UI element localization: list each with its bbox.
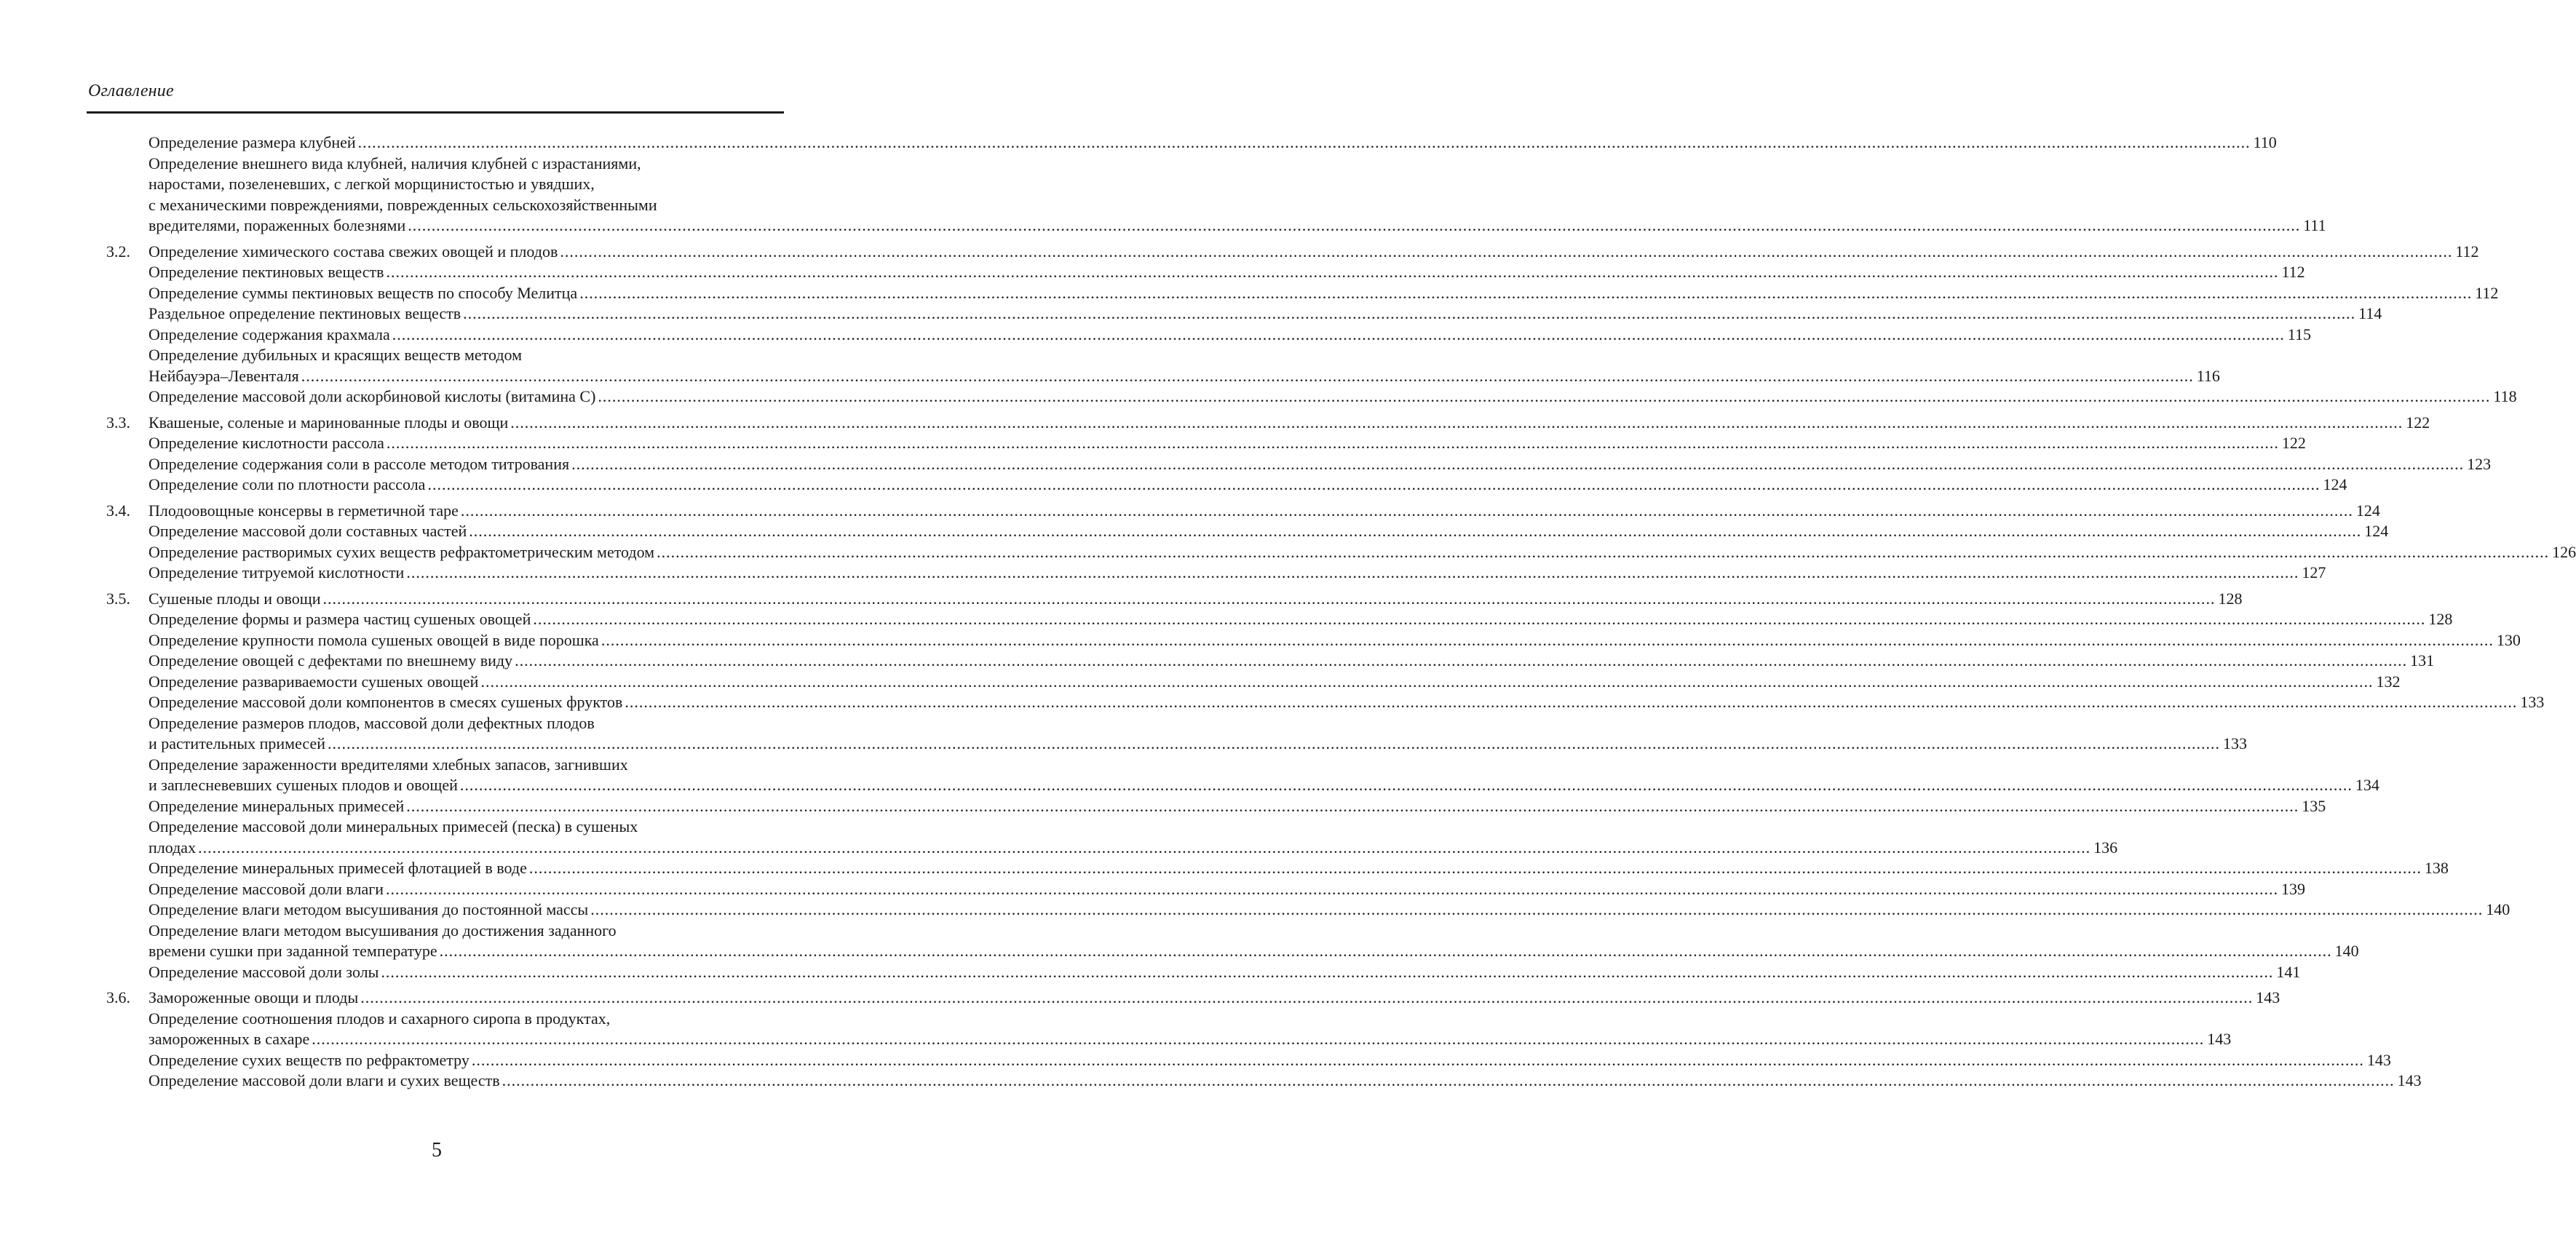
toc-page-number: 133: [2223, 734, 2247, 752]
toc-entry-title: Определение размера клубней: [148, 133, 356, 151]
page-number: 5: [432, 1139, 442, 1161]
toc-page-number: 128: [2218, 589, 2243, 608]
table-of-contents: [0, 132, 2576, 1097]
toc-entry: [0, 386, 2517, 408]
toc-entry-title: Определение кислотности рассола: [148, 434, 384, 452]
toc-page-number: 131: [2410, 651, 2435, 670]
toc-entry: [0, 651, 2435, 672]
toc-entry: [0, 1050, 2391, 1071]
toc-page-number: 114: [2358, 304, 2382, 322]
toc-entry-line: [148, 775, 2379, 796]
toc-entry: [0, 542, 2576, 563]
toc-entry-line: [148, 242, 2479, 263]
toc-entry-line: [148, 345, 782, 366]
dot-leader: ................................................................................................................................................................................................................................................................................................................................................................................................................: [322, 589, 2216, 608]
toc-page-number: 140: [2334, 942, 2359, 960]
toc-entry-title: и заплесневевших сушеных плодов и овощей: [148, 776, 458, 794]
toc-entry: [0, 609, 2453, 630]
toc-entry-title: Определение содержания соли в рассоле методом титрования: [148, 454, 570, 473]
dot-leader: ................................................................................................................................................................................................................................................................................................................................................................................................................: [579, 283, 2473, 302]
dot-leader: ................................................................................................................................................................................................................................................................................................................................................................................................................: [480, 672, 2374, 691]
toc-entry-title: Определение влаги методом высушивания до постоянной массы: [148, 900, 589, 918]
toc-entry-title: Определение химического состава свежих овощей и плодов: [148, 242, 558, 261]
toc-entry: [0, 521, 2389, 542]
section-number: 3.6.: [106, 988, 130, 1006]
toc-entry-title: Определение формы и размера частиц сушеных овощей: [148, 610, 531, 628]
toc-entry: [0, 1071, 2422, 1092]
toc-page-number: 138: [2424, 859, 2449, 877]
dot-leader: ................................................................................................................................................................................................................................................................................................................................................................................................................: [571, 454, 2465, 473]
section-number: 3.2.: [106, 242, 130, 261]
toc-page-number: 133: [2520, 693, 2545, 711]
dot-leader: ................................................................................................................................................................................................................................................................................................................................................................................................................: [601, 630, 2494, 649]
toc-page-number: 139: [2281, 879, 2306, 898]
toc-page-number: 141: [2276, 962, 2301, 981]
toc-page-number: 143: [2397, 1071, 2422, 1089]
toc-entry-line: [148, 1071, 2422, 1092]
dot-leader: ................................................................................................................................................................................................................................................................................................................................................................................................................: [406, 563, 2299, 581]
toc-entry-title: Квашеные, соленые и маринованные плоды и овощи: [148, 413, 509, 432]
toc-entry-line: [148, 132, 2277, 154]
toc-entry: [0, 962, 2301, 983]
toc-entry-title: Замороженные овощи и плоды: [148, 988, 359, 1006]
toc-entry-line: [148, 1050, 2391, 1071]
dot-leader: ................................................................................................................................................................................................................................................................................................................................................................................................................: [408, 216, 2301, 234]
dot-leader: ................................................................................................................................................................................................................................................................................................................................................................................................................: [328, 734, 2220, 752]
toc-entry-title: Сушеные плоды и овощи: [148, 589, 321, 608]
toc-entry: [0, 921, 2359, 962]
toc-entry-line: [148, 962, 2301, 983]
toc-entry-title: Определение минеральных примесей флотацией в воде: [148, 859, 527, 877]
toc-entry-title: Определение массовой доли компонентов в смесях сушеных фруктов: [148, 693, 623, 711]
toc-entry-line: [148, 713, 782, 734]
toc-entry: [0, 474, 2347, 496]
toc-section: [0, 501, 2576, 584]
dot-leader: ................................................................................................................................................................................................................................................................................................................................................................................................................: [301, 366, 2194, 385]
dot-leader: ................................................................................................................................................................................................................................................................................................................................................................................................................: [657, 542, 2550, 561]
toc-entry-line: [148, 433, 2306, 454]
toc-entry-line: [148, 386, 2517, 408]
toc-entry-title: Определение массовой доли влаги: [148, 879, 384, 898]
toc-entry-line: [148, 195, 782, 216]
toc-page-number: 112: [2455, 242, 2479, 261]
toc-entry: [0, 858, 2449, 879]
toc-entry-line: [148, 1009, 782, 1030]
toc-page-number: 123: [2467, 454, 2492, 473]
dot-leader: ................................................................................................................................................................................................................................................................................................................................................................................................................: [510, 413, 2403, 432]
dot-leader: ................................................................................................................................................................................................................................................................................................................................................................................................................: [360, 988, 2254, 1006]
dot-leader: ................................................................................................................................................................................................................................................................................................................................................................................................................: [381, 962, 2274, 981]
toc-entry-title: Раздельное определение пектиновых веществ: [148, 304, 461, 322]
toc-entry-title: Определение влаги методом высушивания до достижения заданного: [148, 921, 617, 940]
dot-leader: ................................................................................................................................................................................................................................................................................................................................................................................................................: [560, 242, 2453, 261]
section-number: 3.5.: [106, 589, 130, 608]
dot-leader: ................................................................................................................................................................................................................................................................................................................................................................................................................: [590, 900, 2484, 918]
toc-page-number: 140: [2486, 900, 2510, 918]
dot-leader: ................................................................................................................................................................................................................................................................................................................................................................................................................: [625, 693, 2518, 711]
toc-entry: [0, 325, 2311, 346]
dot-leader: ................................................................................................................................................................................................................................................................................................................................................................................................................: [386, 263, 2279, 281]
dot-leader: ................................................................................................................................................................................................................................................................................................................................................................................................................: [598, 387, 2491, 405]
dot-leader: ................................................................................................................................................................................................................................................................................................................................................................................................................: [528, 859, 2422, 877]
toc-entry-line: [148, 630, 2521, 651]
toc-entry-title: Определение зараженности вредителями хлебных запасов, загнивших: [148, 755, 628, 774]
toc-entry-title: Определение суммы пектиновых веществ по способу Мелитца: [148, 283, 578, 302]
toc-entry-title: Нейбауэра–Левенталя: [148, 366, 299, 385]
toc-entry-line: [148, 988, 2280, 1009]
toc-entry-line: [148, 755, 782, 776]
dot-leader: ................................................................................................................................................................................................................................................................................................................................................................................................................: [427, 475, 2321, 493]
toc-entry-line: [148, 609, 2453, 630]
toc-entry-line: [148, 303, 2382, 325]
header-rule: [87, 111, 784, 114]
toc-entry: [0, 879, 2306, 900]
toc-entry: [0, 672, 2401, 693]
dot-leader: ................................................................................................................................................................................................................................................................................................................................................................................................................: [469, 522, 2362, 540]
toc-entry-line: [148, 672, 2401, 693]
dot-leader: ................................................................................................................................................................................................................................................................................................................................................................................................................: [357, 133, 2251, 151]
toc-entry-title: Определение соли по плотности рассола: [148, 475, 426, 493]
toc-page-number: 122: [2406, 413, 2430, 432]
toc-entry: [0, 262, 2305, 283]
toc-entry: [0, 1009, 2232, 1050]
toc-entry-line: [148, 283, 2499, 304]
toc-entry-title: Определение сухих веществ по рефрактометру: [148, 1050, 469, 1069]
toc-entry-title: и растительных примесей: [148, 734, 325, 752]
dot-leader: ................................................................................................................................................................................................................................................................................................................................................................................................................: [515, 651, 2408, 670]
toc-entry-line: [148, 817, 782, 838]
toc-entry-title: Определение размеров плодов, массовой доли дефектных плодов: [148, 713, 595, 732]
toc-entry-line: [148, 413, 2430, 434]
toc-entry-title: Плодоовощные консервы в герметичной таре: [148, 501, 459, 520]
dot-leader: ................................................................................................................................................................................................................................................................................................................................................................................................................: [439, 942, 2332, 960]
toc-entry-line: [148, 796, 2326, 817]
toc-page-number: 122: [2281, 434, 2306, 452]
toc-page-number: 127: [2302, 563, 2326, 581]
toc-page-number: 136: [2093, 838, 2118, 857]
dot-leader: ................................................................................................................................................................................................................................................................................................................................................................................................................: [312, 1030, 2205, 1048]
toc-section: [0, 988, 2422, 1092]
dot-leader: ................................................................................................................................................................................................................................................................................................................................................................................................................: [533, 610, 2426, 628]
toc-entry: [0, 454, 2492, 475]
toc-page-number: 110: [2253, 133, 2277, 151]
toc-section: [0, 589, 2545, 983]
toc-entry: [0, 242, 2479, 263]
toc-entry-line: [148, 215, 2326, 237]
toc-entry-title: Определение содержания крахмала: [148, 325, 390, 344]
running-head: Оглавление: [88, 82, 174, 100]
toc-page-number: 128: [2428, 610, 2453, 628]
toc-entry-line: [148, 474, 2347, 496]
toc-entry-title: Определение массовой доли золы: [148, 962, 379, 981]
toc-page-number: 134: [2355, 776, 2379, 794]
dot-leader: ................................................................................................................................................................................................................................................................................................................................................................................................................: [471, 1050, 2364, 1069]
toc-entry-line: [148, 366, 2220, 387]
toc-entry: [0, 154, 2326, 237]
toc-entry-title: Определение дубильных и красящих веществ методом: [148, 346, 523, 364]
toc-entry: [0, 589, 2243, 610]
toc-page-number: 112: [2281, 263, 2305, 281]
toc-entry-title: Определение соотношения плодов и сахарного сиропа в продуктах,: [148, 1009, 611, 1028]
toc-entry-title: Определение растворимых сухих веществ рефрактометрическим методом: [148, 542, 655, 561]
dot-leader: ................................................................................................................................................................................................................................................................................................................................................................................................................: [386, 879, 2279, 898]
toc-entry-line: [148, 262, 2305, 283]
toc-section: [0, 242, 2517, 408]
toc-page-number: 143: [2256, 988, 2280, 1006]
toc-entry-title: замороженных в сахаре: [148, 1030, 310, 1048]
toc-entry-title: с механическими повреждениями, поврежденных сельскохозяйственными: [148, 195, 657, 214]
toc-entry: [0, 283, 2499, 304]
toc-entry: [0, 501, 2380, 522]
toc-entry-line: [148, 1029, 2232, 1050]
toc-entry: [0, 988, 2280, 1009]
toc-entry: [0, 563, 2326, 584]
toc-page-number: 143: [2207, 1030, 2232, 1048]
toc-entry-line: [148, 174, 782, 195]
section-number: 3.4.: [106, 501, 130, 520]
dot-leader: ................................................................................................................................................................................................................................................................................................................................................................................................................: [386, 434, 2279, 452]
toc-page-number: 116: [2196, 366, 2220, 385]
toc-entry-title: плодах: [148, 838, 197, 857]
toc-entry: [0, 692, 2545, 713]
toc-entry: [0, 817, 2118, 858]
toc-page-number: 126: [2552, 542, 2576, 561]
toc-entry-line: [148, 692, 2545, 713]
toc-entry-line: [148, 900, 2510, 921]
toc-entry-line: [148, 838, 2118, 859]
toc-entry-line: [148, 501, 2380, 522]
toc-entry-line: [148, 325, 2311, 346]
toc-page-number: 135: [2302, 796, 2326, 815]
toc-entry: [0, 433, 2306, 454]
toc-entry-line: [148, 651, 2435, 672]
toc-entry-line: [148, 734, 2247, 755]
toc-entry-line: [148, 921, 782, 942]
toc-entry: [0, 303, 2382, 325]
toc-entry-title: Определение развариваемости сушеных овощей: [148, 672, 479, 691]
toc-page-number: 124: [2364, 522, 2389, 540]
toc-entry: [0, 900, 2510, 921]
dot-leader: ................................................................................................................................................................................................................................................................................................................................................................................................................: [198, 838, 2091, 857]
toc-page-number: 115: [2287, 325, 2311, 344]
toc-entry-title: Определение массовой доли влаги и сухих веществ: [148, 1071, 500, 1089]
toc-page-number: 143: [2366, 1050, 2391, 1069]
toc-entry: [0, 755, 2379, 796]
toc-entry-title: Определение пектиновых веществ: [148, 263, 384, 281]
toc-entry-title: Определение титруемой кислотности: [148, 563, 405, 581]
toc-entry-title: Определение минеральных примесей: [148, 796, 405, 815]
toc-entry-title: Определение массовой доли составных частей: [148, 522, 467, 540]
toc-section: [0, 132, 2326, 237]
toc-entry: [0, 345, 2220, 386]
toc-entry-title: наростами, позеленевших, с легкой морщинистостью и увядших,: [148, 175, 595, 193]
toc-page-number: 132: [2376, 672, 2401, 691]
toc-entry-line: [148, 454, 2492, 475]
toc-entry-line: [148, 879, 2306, 900]
toc-entry-line: [148, 941, 2359, 962]
toc-entry-line: [148, 542, 2576, 563]
toc-entry-title: Определение овощей с дефектами по внешнему виду: [148, 651, 513, 670]
toc-entry: [0, 713, 2247, 755]
toc-page-number: 124: [2355, 501, 2380, 520]
toc-entry-title: Определение массовой доли минеральных примесей (песка) в сушеных: [148, 817, 638, 835]
toc-entry: [0, 132, 2277, 154]
toc-page-number: 118: [2493, 387, 2517, 405]
toc-entry: [0, 796, 2326, 817]
dot-leader: ................................................................................................................................................................................................................................................................................................................................................................................................................: [463, 304, 2356, 322]
toc-page-number: 130: [2496, 630, 2521, 649]
toc-entry-line: [148, 858, 2449, 879]
toc-entry-line: [148, 521, 2389, 542]
toc-entry-line: [148, 589, 2243, 610]
toc-entry-title: вредителями, пораженных болезнями: [148, 216, 406, 234]
dot-leader: ................................................................................................................................................................................................................................................................................................................................................................................................................: [459, 776, 2353, 794]
toc-page-number: 112: [2475, 283, 2499, 302]
toc-page-number: 124: [2323, 475, 2347, 493]
dot-leader: ................................................................................................................................................................................................................................................................................................................................................................................................................: [502, 1071, 2395, 1089]
dot-leader: ................................................................................................................................................................................................................................................................................................................................................................................................................: [406, 796, 2299, 815]
toc-page-number: 111: [2303, 216, 2326, 234]
toc-entry-title: времени сушки при заданной температуре: [148, 942, 437, 960]
section-number: 3.3.: [106, 413, 130, 432]
toc-entry-title: Определение внешнего вида клубней, наличия клубней с израстаниями,: [148, 154, 641, 172]
dot-leader: ................................................................................................................................................................................................................................................................................................................................................................................................................: [392, 325, 2285, 344]
toc-section: [0, 413, 2492, 496]
toc-entry: [0, 630, 2521, 651]
toc-entry-title: Определение массовой доли аскорбиновой кислоты (витамина С): [148, 387, 596, 405]
toc-entry-line: [148, 563, 2326, 584]
dot-leader: ................................................................................................................................................................................................................................................................................................................................................................................................................: [460, 501, 2353, 520]
toc-entry-line: [148, 154, 782, 175]
toc-entry: [0, 413, 2430, 434]
toc-entry-title: Определение крупности помола сушеных овощей в виде порошка: [148, 630, 599, 649]
